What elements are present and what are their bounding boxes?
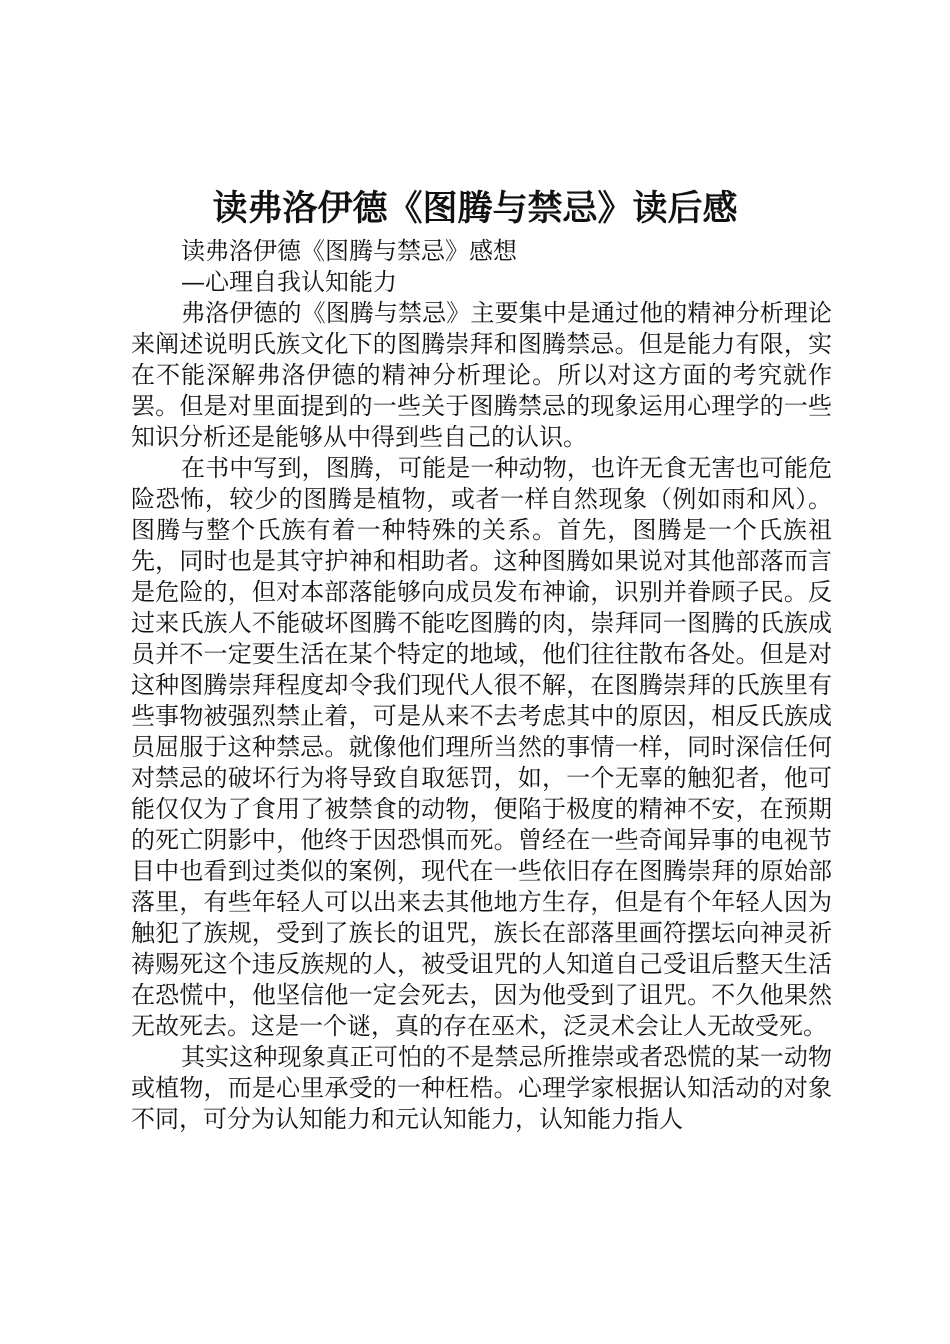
document-body [131, 236, 832, 1135]
document-title: 读弗洛伊德《图腾与禁忌》读后感 [212, 189, 738, 229]
subtitle-line: —心理自我认知能力 [181, 268, 397, 296]
subtitle-line: 读弗洛伊德《图腾与禁忌》感想 [181, 237, 517, 265]
body-paragraph: 其实这种现象真正可怕的不是禁忌所推崇或者恐慌的某一动物或植物，而是心里承受的一种枉梏。心理学家根据认知活动的对象不同，可分为认知能力和元认知能力，认知能力指人 [131, 1043, 832, 1133]
body-paragraph: 在书中写到，图腾，可能是一种动物，也许无食无害也可能危险恐怖，较少的图腾是植物，或者一样自然现象（例如雨和风）。图腾与整个氏族有着一种特殊的关系。首先，图腾是一个氏族祖先，同时也是其守护神和相助者。这种图腾如果说对其他部落而言是危险的，但对本部落能够向成员发布神谕，识别并眷顾子民。反过来氏族人不能破坏图腾不能吃图腾的肉，崇拜同一图腾的氏族成员并不一定要生活在某个特定的地域，他们往往散布各处。但是对这种图腾崇拜程度却令我们现代人很不解，在图腾崇拜的氏族里有些事物被强烈禁止着，可是从来不去考虑其中的原因，相反氏族成员屈服于这种禁忌。就像他们理所当然的事情一样，同时深信任何对禁忌的破坏行为将导致自取惩罚，如，一个无辜的触犯者，他可能仅仅为了食用了被禁食的动物，便陷于极度的精神不安，在预期的死亡阴影中，他终于因恐惧而死。曾经在一些奇闻异事的电视节目中也看到过类似的案例，现代在一些依旧存在图腾崇拜的原始部落里，有些年轻人可以出来去其他地方生存，但是有个年轻人因为触犯了族规，受到了族长的诅咒，族长在部落里画符摆坛向神灵祈祷赐死这个违反族规的人，被受诅咒的人知道自己受诅后整天生活在恐慌中，他坚信他一定会死去，因为他受到了诅咒。不久他果然无故死去。这是一个谜，真的存在巫术，泛灵术会让人无故受死。 [131, 454, 832, 1040]
body-paragraph: 弗洛伊德的《图腾与禁忌》主要集中是通过他的精神分析理论来阐述说明氏族文化下的图腾崇拜和图腾禁忌。但是能力有限，实在不能深解弗洛伊德的精神分析理论。所以对这方面的考究就作罢。但是对里面提到的一些关于图腾禁忌的现象运用心理学的一些知识分析还是能够从中得到些自己的认识。 [131, 299, 832, 451]
